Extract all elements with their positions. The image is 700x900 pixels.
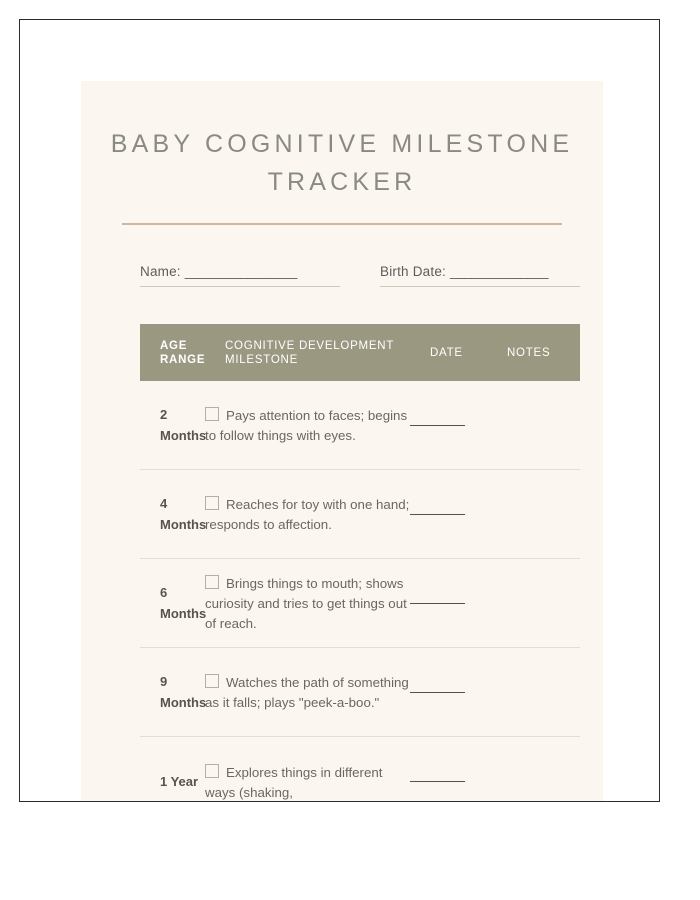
- cell-milestone: [205, 761, 410, 803]
- cell-milestone-text: Explores things in different ways (shaking,: [205, 764, 383, 800]
- cell-age-range: [140, 671, 205, 713]
- cell-milestone: [205, 572, 410, 634]
- name-field-label: Name:: [140, 264, 185, 279]
- cell-date[interactable]: [410, 514, 487, 515]
- date-write-line: [410, 692, 465, 693]
- birth-date-field-blanks: ______________: [449, 264, 549, 279]
- column-header-milestone-line-2: MILESTONE: [225, 353, 298, 366]
- column-header-milestone-line-1: COGNITIVE DEVELOPMENT: [225, 339, 395, 352]
- cell-date[interactable]: [410, 425, 487, 426]
- cell-milestone: [205, 493, 410, 535]
- milestone-checkbox[interactable]: [205, 407, 219, 421]
- table-row: [140, 559, 580, 648]
- date-write-line: [410, 781, 465, 782]
- cell-age-range-line-1: 1 Year: [160, 774, 199, 789]
- page-title-line-1: BABY COGNITIVE MILESTONE: [110, 130, 574, 158]
- name-field-blanks: ________________: [184, 264, 297, 279]
- page-frame: [19, 19, 660, 802]
- cell-age-range: [140, 404, 205, 446]
- milestone-table: [140, 324, 580, 802]
- cell-age-range-line-2: Months: [160, 517, 207, 532]
- milestone-checkbox[interactable]: [205, 496, 219, 510]
- table-header-row: [140, 324, 580, 381]
- date-write-line: [410, 603, 465, 604]
- cell-age-range-line-1: 9: [160, 674, 168, 689]
- cell-date[interactable]: [410, 692, 487, 693]
- name-field-rule: [140, 286, 340, 287]
- cell-milestone: [205, 404, 410, 446]
- cell-milestone-text: Watches the path of something as it falls; plays "peek-a-boo.": [205, 675, 409, 710]
- birth-date-field-rule: [380, 286, 580, 287]
- cell-milestone-text: Pays attention to faces; begins to follow things with eyes.: [205, 408, 408, 443]
- cell-age-range-line-2: Months: [160, 695, 207, 710]
- cell-milestone: [205, 671, 410, 713]
- column-header-milestone: [225, 339, 430, 367]
- table-row: [140, 470, 580, 559]
- cell-age-range-line-1: 4: [160, 496, 168, 511]
- cell-age-range-line-1: 6: [160, 585, 168, 600]
- cell-milestone-text: Brings things to mouth; shows curiosity and tries to get things out of reach.: [205, 576, 407, 631]
- cell-date[interactable]: [410, 603, 487, 604]
- table-row: [140, 648, 580, 737]
- column-header-age-range-line-1: AGE: [160, 339, 188, 352]
- name-field[interactable]: [140, 264, 297, 279]
- cell-age-range-line-2: Months: [160, 428, 207, 443]
- milestone-checkbox[interactable]: [205, 674, 219, 688]
- date-write-line: [410, 425, 465, 426]
- column-header-date: DATE: [430, 346, 463, 359]
- cell-date[interactable]: [410, 781, 487, 782]
- worksheet-panel: [81, 81, 603, 802]
- cell-age-range: [140, 582, 205, 624]
- date-write-line: [410, 514, 465, 515]
- cell-age-range-line-2: Months: [160, 606, 207, 621]
- column-header-age-range: [140, 339, 225, 367]
- milestone-checkbox[interactable]: [205, 764, 219, 778]
- table-row: [140, 381, 580, 470]
- cell-age-range: [140, 771, 205, 792]
- page-title: [81, 125, 603, 201]
- birth-date-field[interactable]: [380, 264, 548, 279]
- identity-fields: [81, 264, 603, 304]
- column-header-notes: NOTES: [507, 346, 551, 359]
- cell-milestone-text: Reaches for toy with one hand; responds to affection.: [205, 497, 410, 532]
- cell-age-range-line-1: 2: [160, 407, 168, 422]
- cell-age-range: [140, 493, 205, 535]
- table-row: [140, 737, 580, 802]
- milestone-checkbox[interactable]: [205, 575, 219, 589]
- table-body: [140, 381, 580, 802]
- page-title-line-2: TRACKER: [267, 168, 417, 196]
- birth-date-field-label: Birth Date:: [380, 264, 450, 279]
- title-divider: [122, 223, 562, 225]
- column-header-age-range-line-2: RANGE: [160, 353, 206, 366]
